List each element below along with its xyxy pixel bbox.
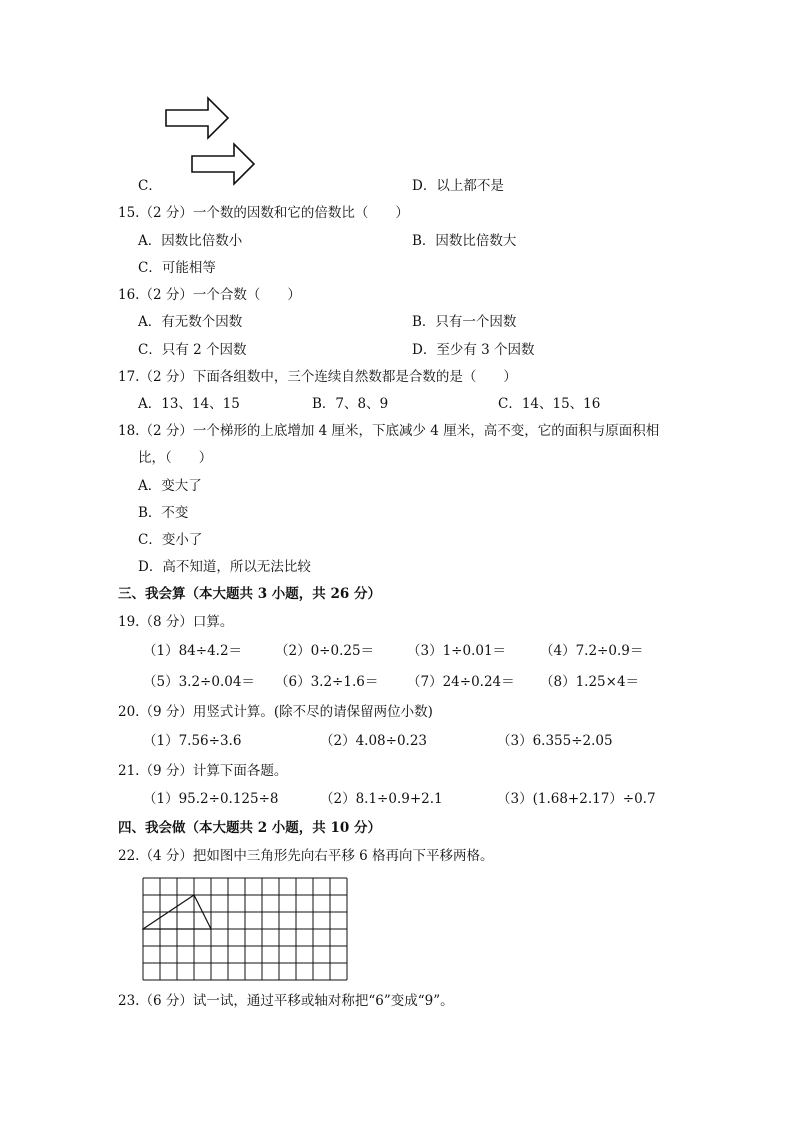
q14-option-c[interactable]: C． — [138, 178, 162, 194]
q18-stem-line2: 比，（ ） — [138, 450, 213, 466]
q19-item-2: （2）0÷0.25＝ — [275, 643, 375, 659]
q15-stem: 15.（2 分）一个数的因数和它的倍数比（ ） — [118, 205, 409, 221]
q18-option-c[interactable]: C．变小了 — [138, 532, 203, 548]
q19-stem: 19.（8 分）口算。 — [118, 614, 234, 630]
q23-stem: 23.（6 分）试一试，通过平移或轴对称把“6”变成“9”。 — [118, 993, 454, 1009]
q16-option-c[interactable]: C．只有 2 个因数 — [138, 342, 247, 358]
q17-option-b[interactable]: B．7、8、9 — [312, 396, 389, 412]
q18-option-a[interactable]: A．变大了 — [138, 478, 202, 494]
q17-stem: 17.（2 分）下面各组数中，三个连续自然数都是合数的是（ ） — [118, 369, 517, 385]
q17-option-a[interactable]: A．13、14、15 — [138, 396, 240, 412]
q18-option-d[interactable]: D．高不知道，所以无法比较 — [138, 559, 311, 575]
q15-option-b[interactable]: B．因数比倍数大 — [412, 233, 517, 249]
q21-item-2: （2）8.1÷0.9+2.1 — [320, 791, 443, 807]
q16-stem: 16.（2 分）一个合数（ ） — [118, 287, 301, 303]
q20-stem: 20.（9 分）用竖式计算。(除不尽的请保留两位小数) — [118, 704, 433, 720]
q19-item-3: （3）1÷0.01＝ — [407, 643, 507, 659]
q16-option-d[interactable]: D．至少有 3 个因数 — [412, 342, 535, 358]
q19-item-6: （6）3.2÷1.6＝ — [275, 674, 379, 690]
q17-option-c[interactable]: C．14、15、16 — [498, 396, 601, 412]
q19-item-1: （1）84÷4.2＝ — [143, 643, 243, 659]
q15-option-a[interactable]: A．因数比倍数小 — [138, 233, 243, 249]
section-4-heading: 四、我会做（本大题共 2 小题，共 10 分） — [118, 820, 381, 836]
q15-option-c[interactable]: C．可能相等 — [138, 260, 216, 276]
q21-item-3: （3）(1.68+2.17）÷0.7 — [497, 791, 656, 807]
q20-item-2: （2）4.08÷0.23 — [320, 733, 428, 749]
arrow-figure-lower — [190, 142, 256, 186]
q21-stem: 21.（9 分）计算下面各题。 — [118, 763, 288, 779]
q20-item-3: （3）6.355÷2.05 — [497, 733, 613, 749]
section-3-heading: 三、我会算（本大题共 3 小题，共 26 分） — [118, 586, 381, 602]
q22-grid — [142, 877, 348, 981]
q16-option-b[interactable]: B．只有一个因数 — [412, 314, 517, 330]
q14-option-d[interactable]: D．以上都不是 — [412, 178, 504, 194]
q19-item-5: （5）3.2÷0.04＝ — [143, 674, 255, 690]
q21-item-1: （1）95.2÷0.125÷8 — [143, 791, 279, 807]
q19-item-7: （7）24÷0.24＝ — [407, 674, 515, 690]
q18-stem-line1: 18.（2 分）一个梯形的上底增加 4 厘米，下底减少 4 厘米，高不变，它的面积与原面积相 — [118, 423, 660, 439]
q18-option-b[interactable]: B．不变 — [138, 505, 189, 521]
q19-item-4: （4）7.2÷0.9＝ — [540, 643, 644, 659]
q16-option-a[interactable]: A．有无数个因数 — [138, 314, 243, 330]
arrow-figure-upper — [164, 96, 230, 140]
q22-stem: 22.（4 分）把如图中三角形先向右平移 6 格再向下平移两格。 — [118, 848, 494, 864]
q19-item-8: （8）1.25×4＝ — [540, 674, 640, 690]
q20-item-1: （1）7.56÷3.6 — [143, 733, 242, 749]
